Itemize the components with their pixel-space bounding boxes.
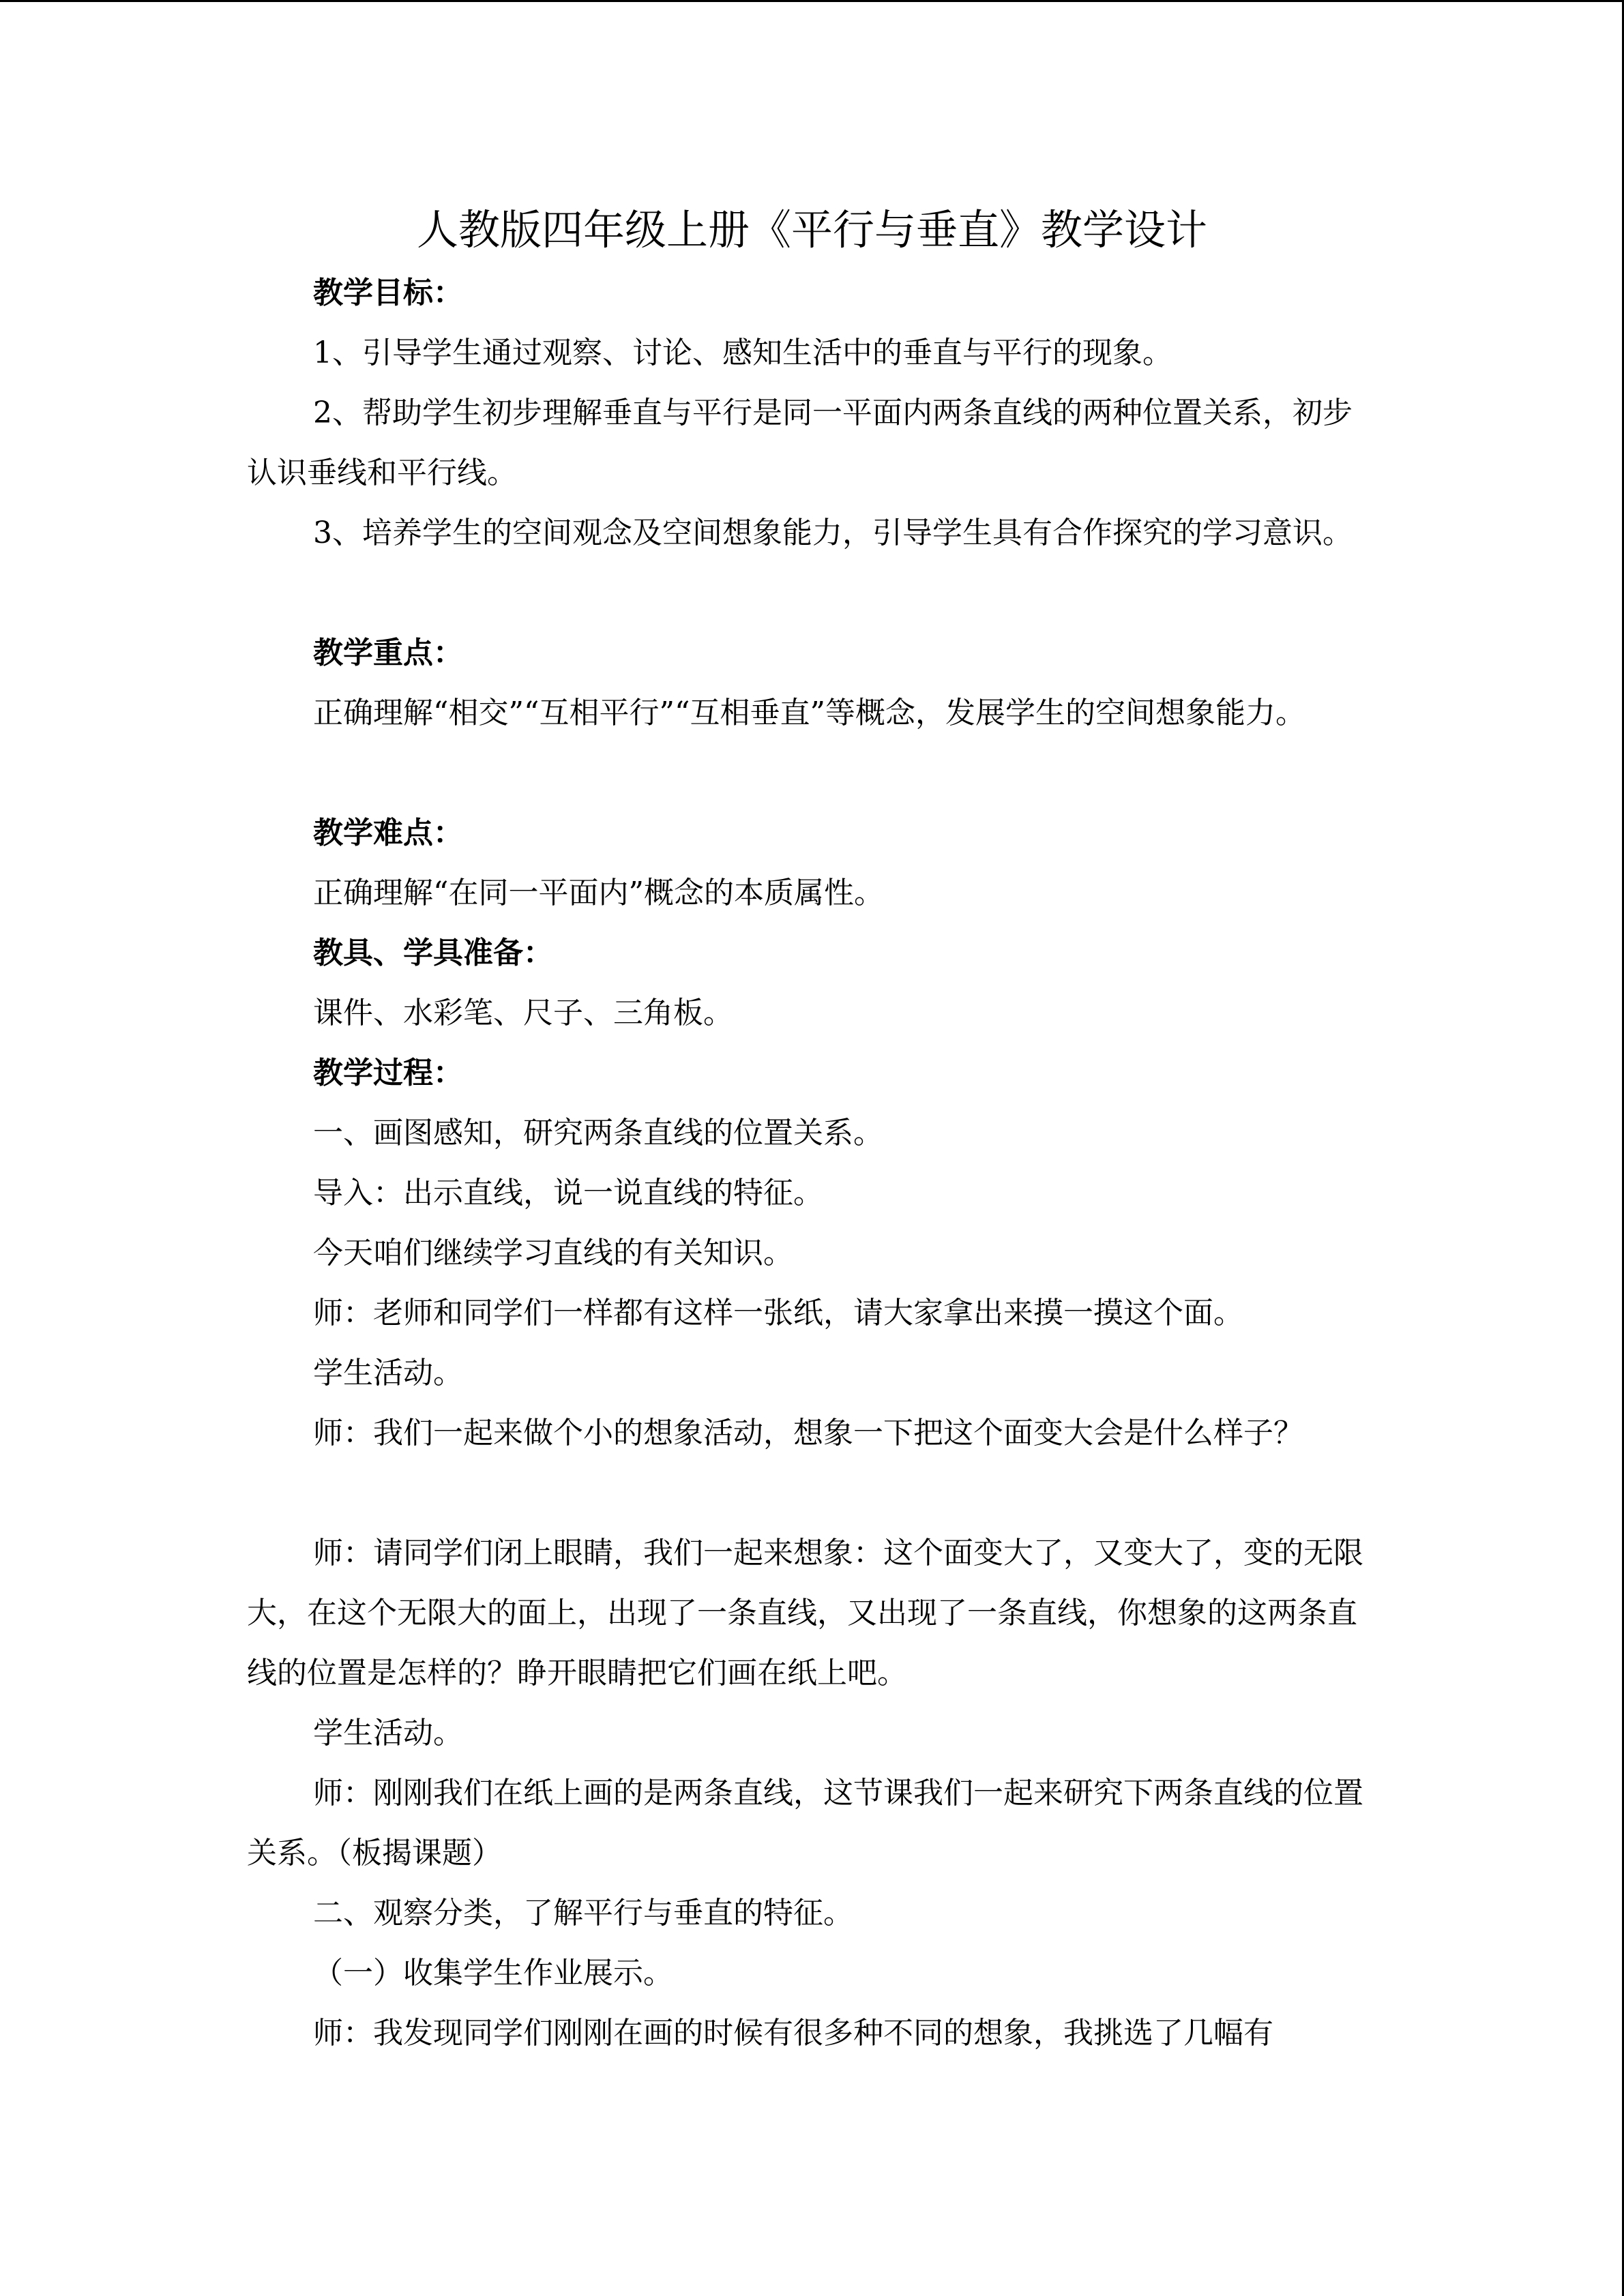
process-line: 学生活动。 [313,1356,463,1390]
difficulties-heading: 教学难点： [313,816,463,850]
objective-item: 1、引导学生通过观察、讨论、感知生活中的垂直与平行的现象。 [313,336,1172,370]
objective-item: 2、帮助学生初步理解垂直与平行是同一平面内两条直线的两种位置关系，初步认识垂线和平行线。 [247,396,1353,490]
process-line: 学生活动。 [313,1716,463,1750]
process-section-title: 二、观察分类，了解平行与垂直的特征。 [313,1896,853,1930]
process-line: 师：老师和同学们一样都有这样一张纸，请大家拿出来摸一摸这个面。 [313,1296,1243,1330]
difficulties-text: 正确理解“在同一平面内”概念的本质属性。 [313,876,884,910]
key-points-heading: 教学重点： [313,636,463,670]
process-line: 师：我们一起来做个小的想象活动，想象一下把这个面变大会是什么样子？ [313,1416,1303,1450]
process-line: 导入：出示直线，说一说直线的特征。 [313,1176,823,1210]
materials-heading: 教具、学具准备： [313,936,553,970]
process-line: 师：我发现同学们刚刚在画的时候有很多种不同的想象，我挑选了几幅有 [313,2016,1273,2051]
objective-item: 3、培养学生的空间观念及空间想象能力，引导学生具有合作探究的学习意识。 [313,516,1353,550]
key-points-text: 正确理解“相交”“互相平行”“互相垂直”等概念，发展学生的空间想象能力。 [313,696,1305,730]
process-heading: 教学过程： [313,1056,463,1090]
process-section-title: 一、画图感知，研究两条直线的位置关系。 [313,1116,883,1150]
document-title: 人教版四年级上册《平行与垂直》教学设计 [416,206,1207,254]
process-subsection-title: （一）收集学生作业展示。 [313,1956,673,1991]
process-line: 今天咱们继续学习直线的有关知识。 [313,1236,793,1270]
process-line: 师：请同学们闭上眼睛，我们一起来想象：这个面变大了，又变大了，变的无限大，在这个无限大的面上，出现了一条直线，又出现了一条直线，你想象的这两条直线的位置是怎样的？睁开眼睛把它们画在纸上吧。 [247,1536,1363,1690]
objectives-heading: 教学目标： [313,275,463,310]
materials-text: 课件、水彩笔、尺子、三角板。 [313,996,733,1030]
process-line: 师：刚刚我们在纸上画的是两条直线，这节课我们一起来研究下两条直线的位置关系。（板揭课题） [247,1776,1363,1870]
